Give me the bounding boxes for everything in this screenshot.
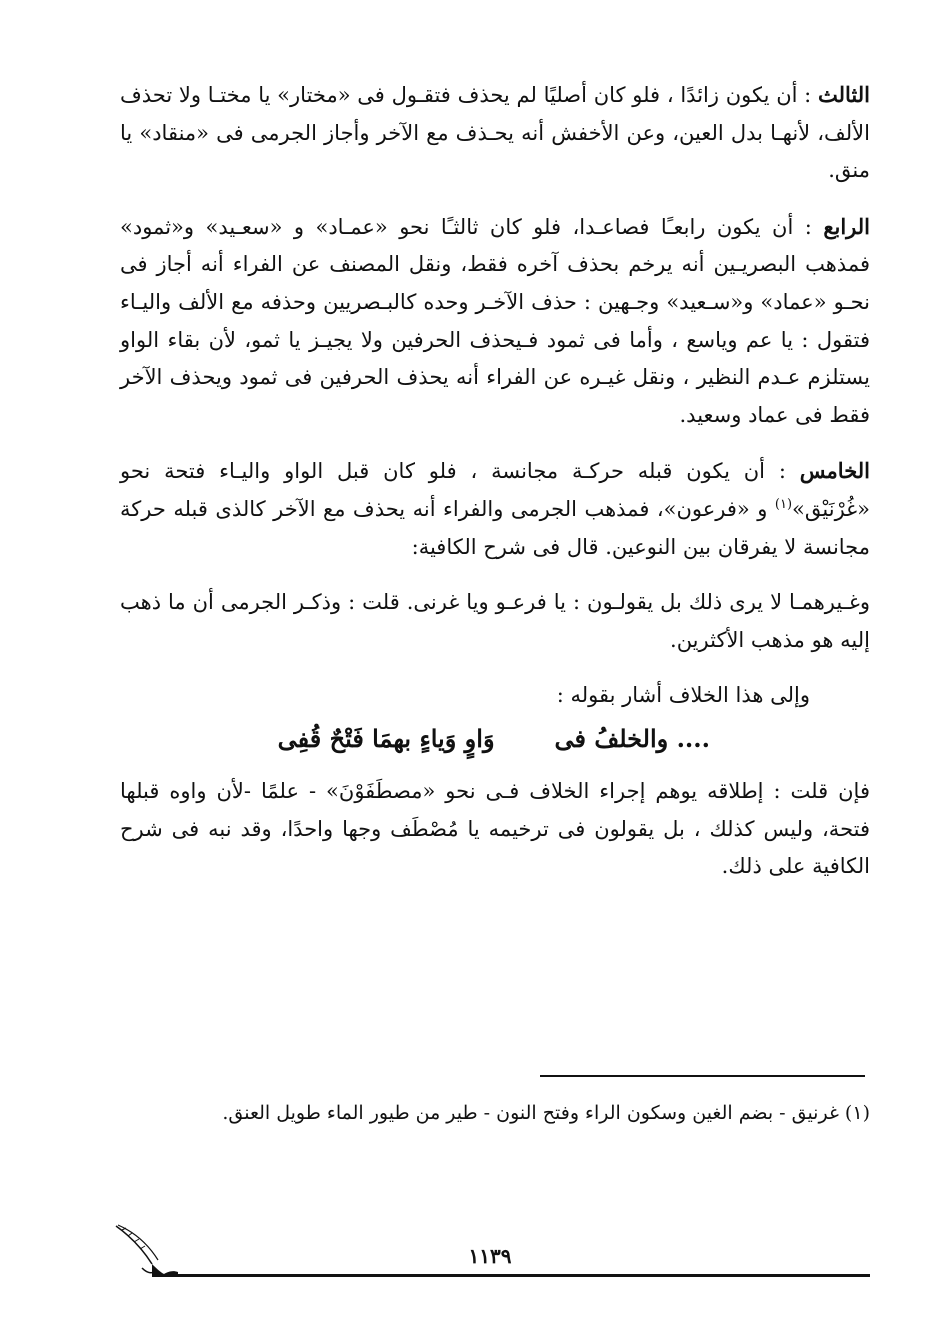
verse-hemistich-first: .... والخلفُ فى [554,723,710,753]
paragraph-fourth [120,208,870,435]
footnote-divider [540,1075,865,1077]
bottom-rule [175,1274,870,1277]
quill-pen-icon [112,1222,182,1282]
paragraph-body: وغـيرهمـا لا يرى ذلك بل يقولـون : يا فرعـو ويا غرنى. قلت : وذكـر الجرمى أن ما ذهب إليه هو مذهب الأكثرين. [120,590,870,652]
footnote-reference[interactable]: (١) [774,496,793,512]
paragraph-body: : أن يكون زائدًا ، فلو كان أصليًا لم يحذف فتقـول فى «مختار» يا مختـا ولا تحذف الألف، لأنهـا بدل العين، وعن الأخفش أنه يحـذف مع الآخر وأجاز الجرمى فى «منقاد» يا منق. [120,83,870,183]
paragraph-body-cont: و «فرعون»، فمذهب الجرمى والفراء أنه يحذف مع الآخر كالذى قبله حركة مجانسة لا يفرقان بين النوعين. قال فى شرح الكافية: [120,496,870,559]
page-number: ١١٣٩ [468,1244,512,1268]
paragraph-fifth [120,452,870,566]
paragraph-body: : أن يكون قبله حركـة مجانسة ، فلو كان قبل الواو واليـاء فتحة نحو «غُرْنَيْق» [120,459,870,521]
paragraph-lead: الثالث [818,82,870,107]
main-text [120,76,870,904]
footnote: (١) غرنيق - بضم الغين وسكون الراء وفتح النون - طير من طيور الماء طويل العنق. [222,1102,870,1124]
paragraph-final: فإن قلت : إطلاقه يوهم إجراء الخلاف فـى نحو «مصطَفَوْنَ» - علمًا -لأن واوه قبلها فتحة، وليس كذلك ، بل يقولون فى ترخيمه يا مُصْطَف وجها واحدًا، وقد نبه فى شرح الكافية على ذلك. [120,778,870,879]
verse-intro: وإلى هذا الخلاف أشار بقوله : [556,683,810,708]
paragraph-lead: الرابع [823,213,870,239]
verse-hemistich-second: وَاوٍ وَياءٍ بهمَا فَتْحٌ قُفِى [277,723,495,753]
paragraph-quote [120,584,870,659]
paragraph-lead: الخامس [799,458,870,484]
paragraph-third [120,76,870,190]
paragraph-body: : أن يكون رابعـًا فصاعـدا، فلو كان ثالثـًا نحو «عمـاد» و «سعـيد» و«ثمود» فمذهب البصريـين أنه يرخم بحذف آخره فقط، ونقل المصنف عن الفراء أنه أجاز فى نحـو «عماد» و«سـعيد» وجـهين : حذف الآخـر وحده كالبـصريين وحذفه مع الألف واليـاء فتقول : يا عم وياسع ، وأما فى ثمود فـيحذف الحرفين ولا يجيـز يا ثمو، لأن بقاء الواو يستلزم عـدم النظير ، ونقل غيـره عن الفراء أنه يحذف الحرفين فى ثمود ويحذف الآخر فقط فى عماد وسعيد. [120,214,870,427]
verse-line [120,719,870,759]
